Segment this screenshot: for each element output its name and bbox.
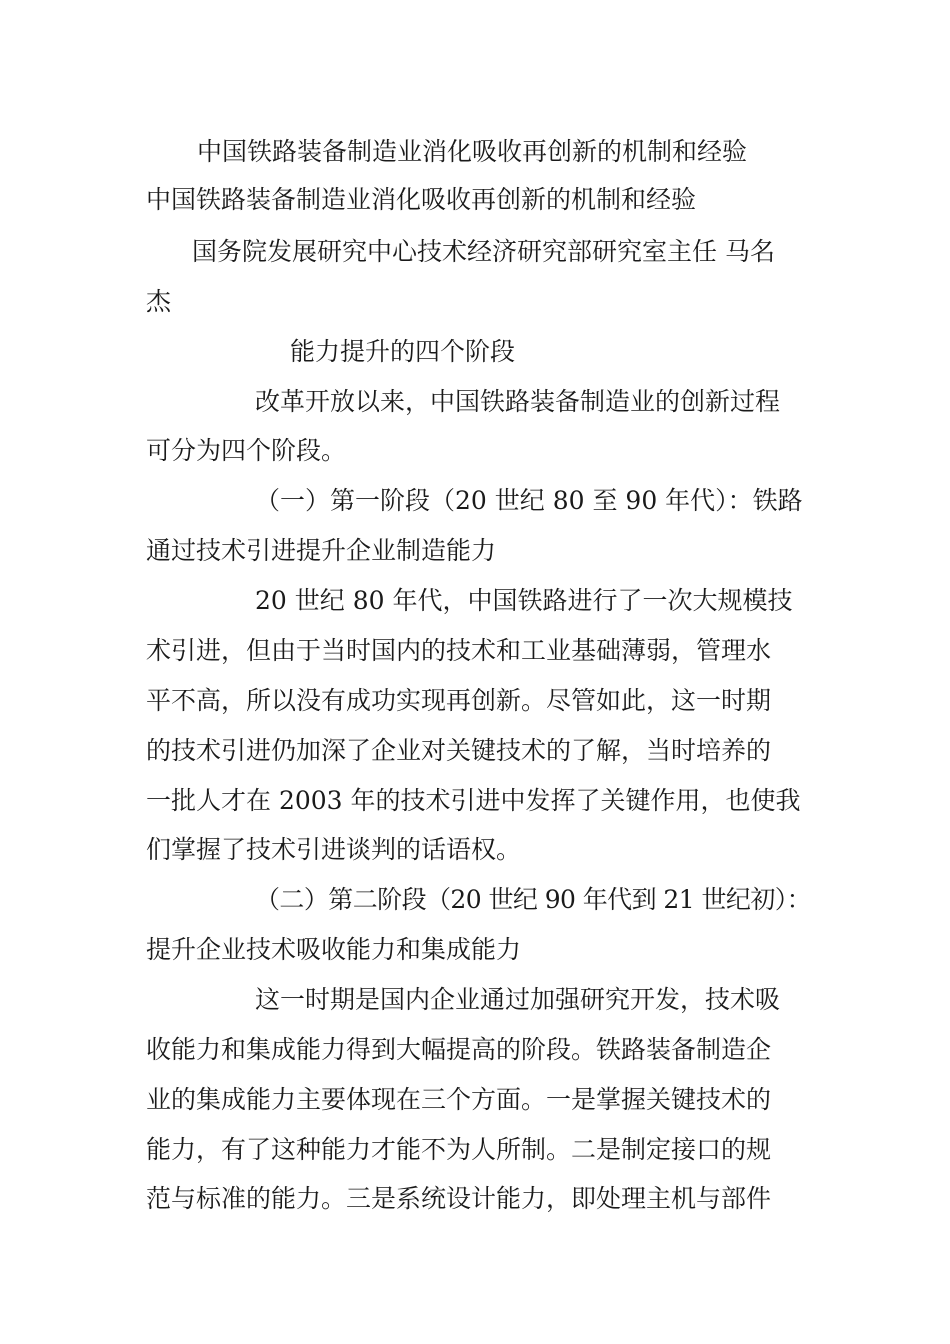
author-line: 国务院发展研究中心技术经济研究部研究室主任 马名 — [192, 237, 775, 266]
main-title: 中国铁路装备制造业消化吸收再创新的机制和经验 — [197, 137, 748, 166]
stage1-body-line: 们掌握了技术引进谈判的话语权。 — [146, 835, 522, 864]
stage2-body-line: 收能力和集成能力得到大幅提高的阶段。铁路装备制造企 — [146, 1035, 772, 1064]
stage1-heading-line: （一）第一阶段（20 世纪 80 至 90 年代）：铁路 — [255, 486, 803, 515]
stage1-body-line: 一批人才在 2003 年的技术引进中发挥了关键作用，也使我 — [146, 786, 801, 815]
stage1-body-line: 平不高，所以没有成功实现再创新。尽管如此，这一时期 — [146, 686, 772, 715]
stage2-body-line: 这一时期是国内企业通过加强研究开发，技术吸 — [255, 985, 781, 1014]
stage1-body-line: 术引进，但由于当时国内的技术和工业基础薄弱，管理水 — [146, 636, 772, 665]
subtitle: 中国铁路装备制造业消化吸收再创新的机制和经验 — [146, 185, 697, 214]
stage2-body-line: 范与标准的能力。三是系统设计能力，即处理主机与部件 — [146, 1184, 772, 1213]
stage2-heading-line: 提升企业技术吸收能力和集成能力 — [146, 935, 522, 964]
section-heading: 能力提升的四个阶段 — [290, 337, 516, 366]
stage2-body-line: 能力，有了这种能力才能不为人所制。二是制定接口的规 — [146, 1135, 772, 1164]
stage2-body-line: 业的集成能力主要体现在三个方面。一是掌握关键技术的 — [146, 1085, 772, 1114]
intro-line: 可分为四个阶段。 — [146, 436, 347, 465]
stage2-heading-line: （二）第二阶段（20 世纪 90 年代到 21 世纪初）： — [255, 885, 812, 914]
stage1-body-line: 的技术引进仍加深了企业对关键技术的了解，当时培养的 — [146, 736, 772, 765]
author-line-continued: 杰 — [146, 287, 172, 316]
stage1-body-line: 20 世纪 80 年代，中国铁路进行了一次大规模技 — [255, 586, 793, 615]
stage1-heading-line: 通过技术引进提升企业制造能力 — [146, 536, 497, 565]
intro-line: 改革开放以来，中国铁路装备制造业的创新过程 — [255, 387, 781, 416]
